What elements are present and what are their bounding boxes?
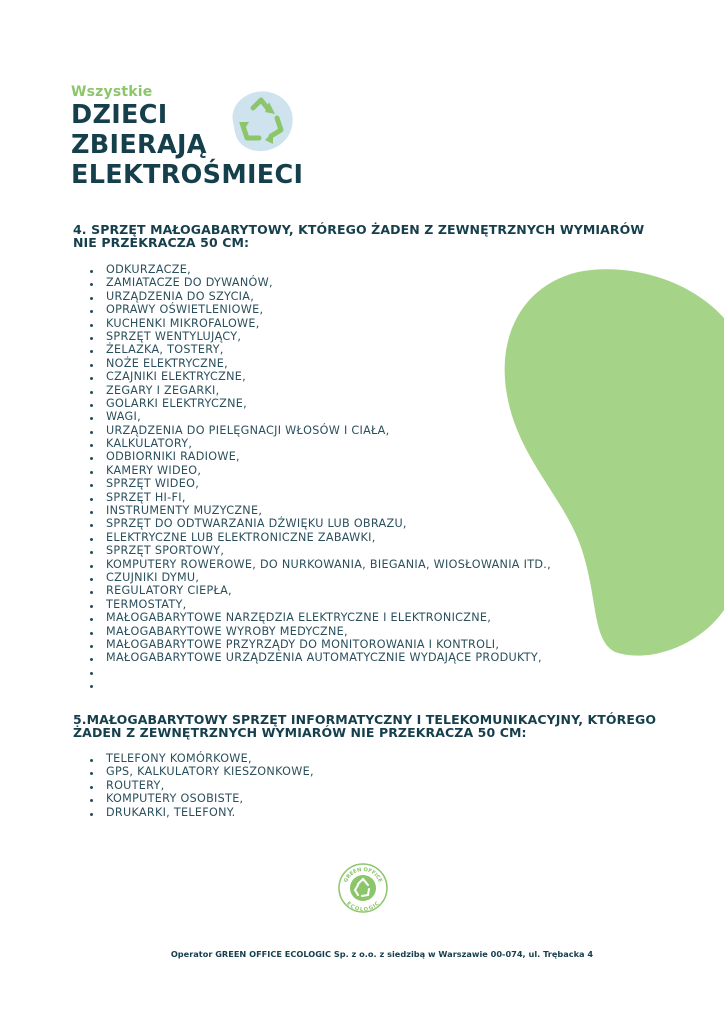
section-4-list: [90, 263, 551, 692]
list-item-text: DRUKARKI, TELEFONY.: [106, 805, 236, 819]
list-item: [90, 651, 551, 664]
bullet-icon: [90, 759, 93, 762]
section-5-list: [90, 752, 314, 819]
bullet-icon: [90, 786, 93, 789]
list-item-text: CZAJNIKI ELEKTRYCZNE,: [106, 370, 247, 384]
list-item-text: CZUJNIKI DYMU,: [106, 570, 200, 584]
bullet-icon: [90, 813, 93, 816]
list-item: [90, 517, 551, 530]
list-item-text: SPRZĘT WENTYLUJĄCY,: [106, 329, 242, 343]
list-item: [90, 491, 551, 504]
list-item-text: KOMPUTERY ROWEROWE, DO NURKOWANIA, BIEGANIA, WIOSŁOWANIA ITD.,: [106, 557, 551, 571]
list-item-text: ZAMIATACZE DO DYWANÓW,: [106, 276, 273, 290]
bullet-icon: [90, 591, 93, 594]
list-item-text: ŻELAZKA, TOSTERY,: [106, 343, 224, 357]
list-item: [90, 678, 551, 691]
list-item-text: MAŁOGABARYTOWE PRZYRZĄDY DO MONITOROWANIA I KONTROLI,: [106, 637, 500, 651]
bullet-icon: [90, 350, 93, 353]
bullet-icon: [90, 457, 93, 460]
list-item-text: SPRZĘT SPORTOWY,: [106, 544, 225, 558]
list-item: [90, 544, 551, 557]
recycle-icon: [225, 88, 297, 154]
list-item-text: MAŁOGABARYTOWE WYROBY MEDYCZNE,: [106, 624, 348, 638]
list-item-text: NOŻE ELEKTRYCZNE,: [106, 356, 228, 370]
bullet-icon: [90, 685, 93, 688]
bullet-icon: [90, 524, 93, 527]
list-item-text: REGULATORY CIEPŁA,: [106, 584, 232, 598]
list-item-text: WAGI,: [106, 410, 141, 424]
bullet-icon: [90, 799, 93, 802]
bullet-icon: [90, 632, 93, 635]
list-item-text: KUCHENKI MIKROFALOWE,: [106, 316, 260, 330]
list-item: [90, 424, 551, 437]
list-item-text: MAŁOGABARYTOWE URZĄDZENIA AUTOMATYCZNIE WYDAJĄCE PRODUKTY,: [106, 651, 542, 665]
logo-line-2: ZBIERAJĄ: [71, 130, 207, 160]
list-item: [90, 584, 551, 597]
stamp-top-text: GREEN OFFICE: [343, 866, 383, 884]
list-item-text: KALKULATORY,: [106, 437, 193, 451]
svg-text:ECOLOGIC: [345, 901, 381, 913]
bullet-icon: [90, 310, 93, 313]
list-item: [90, 276, 551, 289]
bullet-icon: [90, 498, 93, 501]
bullet-icon: [90, 377, 93, 380]
bullet-icon: [90, 404, 93, 407]
list-item: [90, 464, 551, 477]
section-4-heading-line-2: NIE PRZEKRACZA 50 CM:: [73, 234, 250, 250]
list-item-text: SPRZĘT HI-FI,: [106, 490, 186, 504]
green-office-ecologic-stamp: [337, 862, 389, 914]
list-item-text: ODBIORNIKI RADIOWE,: [106, 450, 240, 464]
list-item-text: MAŁOGABARYTOWE NARZĘDZIA ELEKTRYCZNE I ELEKTRONICZNE,: [106, 611, 492, 625]
list-item: [90, 752, 314, 765]
bullet-icon: [90, 391, 93, 394]
list-item: [90, 477, 551, 490]
list-item-text: URZĄDZENIA DO PIELĘGNACJI WŁOSÓW I CIAŁA,: [106, 423, 390, 437]
list-item: [90, 638, 551, 651]
bullet-icon: [90, 658, 93, 661]
list-item: [90, 665, 551, 678]
bullet-icon: [90, 417, 93, 420]
list-item: [90, 571, 551, 584]
section-5-heading-line-2: ŻADEN Z ZEWNĘTRZNYCH WYMIARÓW NIE PRZEKRACZA 50 CM:: [73, 724, 527, 740]
list-item-text: SPRZĘT WIDEO,: [106, 477, 200, 491]
list-item-text: TERMOSTATY,: [106, 597, 187, 611]
list-item: [90, 317, 551, 330]
list-item-text: INSTRUMENTY MUZYCZNE,: [106, 504, 263, 518]
list-item-text: ELEKTRYCZNE LUB ELEKTRONICZNE ZABAWKI,: [106, 530, 376, 544]
list-item-text: ODKURZACZE,: [106, 263, 191, 276]
list-item: [90, 598, 551, 611]
bullet-icon: [90, 538, 93, 541]
list-item: [90, 792, 314, 805]
bullet-icon: [90, 511, 93, 514]
list-item-text: SPRZĘT DO ODTWARZANIA DŹWIĘKU LUB OBRAZU,: [106, 517, 407, 531]
list-item: [90, 330, 551, 343]
list-item-text: KAMERY WIDEO,: [106, 463, 202, 477]
list-item-text: GOLARKI ELEKTRYCZNE,: [106, 396, 248, 410]
bullet-icon: [90, 297, 93, 300]
list-item: [90, 450, 551, 463]
list-item: [90, 806, 314, 819]
stamp-bottom-text: ECOLOGIC: [345, 900, 381, 914]
bullet-icon: [90, 618, 93, 621]
bullet-icon: [90, 565, 93, 568]
logo-line-1: DZIECI: [71, 100, 168, 130]
bullet-icon: [90, 672, 93, 675]
list-item: [90, 384, 551, 397]
bullet-icon: [90, 364, 93, 367]
section-4-heading-line-1: 4. SPRZĘT MAŁOGABARYTOWY, KTÓREGO ŻADEN Z ZEWNĘTRZNYCH WYMIARÓW: [73, 222, 645, 237]
bullet-icon: [90, 471, 93, 474]
list-item-text: OPRAWY OŚWIETLENIOWE,: [106, 303, 264, 317]
list-item-text: ZEGARY I ZEGARKI,: [106, 383, 220, 397]
bullet-icon: [90, 484, 93, 487]
bullet-icon: [90, 270, 93, 273]
bullet-icon: [90, 324, 93, 327]
list-item: [90, 370, 551, 383]
list-item: [90, 558, 551, 571]
footer-operator-info: Operator GREEN OFFICE ECOLOGIC Sp. z o.o. z siedzibą w Warszawie 00-074, ul. Trębacka 4: [170, 949, 594, 959]
section-5-heading: [73, 714, 663, 739]
list-item: [90, 625, 551, 638]
list-item: [90, 531, 551, 544]
list-item-text: URZĄDZENIA DO SZYCIA,: [106, 289, 255, 303]
bullet-icon: [90, 551, 93, 554]
list-item: [90, 290, 551, 303]
bullet-icon: [90, 337, 93, 340]
list-item: [90, 263, 551, 276]
list-item: [90, 779, 314, 792]
section-5-heading-line-1: 5.MAŁOGABARYTOWY SPRZĘT INFORMATYCZNY I TELEKOMUNIKACYJNY, KTÓREGO: [73, 712, 657, 727]
bullet-icon: [90, 605, 93, 608]
list-item: [90, 343, 551, 356]
list-item-text: GPS, KALKULATORY KIESZONKOWE,: [106, 765, 314, 779]
bullet-icon: [90, 772, 93, 775]
list-item: [90, 611, 551, 624]
bullet-icon: [90, 578, 93, 581]
list-item: [90, 357, 551, 370]
bullet-icon: [90, 444, 93, 447]
list-item-text: KOMPUTERY OSOBISTE,: [106, 792, 244, 806]
list-item-text: ROUTERY,: [106, 778, 165, 792]
list-item: [90, 437, 551, 450]
list-item-text: TELEFONY KOMÓRKOWE,: [106, 752, 252, 765]
logo-line-3: ELEKTROŚMIECI: [71, 160, 304, 190]
list-item: [90, 410, 551, 423]
list-item: [90, 303, 551, 316]
list-item: [90, 397, 551, 410]
bullet-icon: [90, 645, 93, 648]
list-item: [90, 504, 551, 517]
bullet-icon: [90, 283, 93, 286]
bullet-icon: [90, 431, 93, 434]
section-4-heading: [73, 224, 663, 249]
list-item: [90, 765, 314, 778]
logo-subtitle: Wszystkie: [71, 84, 153, 100]
